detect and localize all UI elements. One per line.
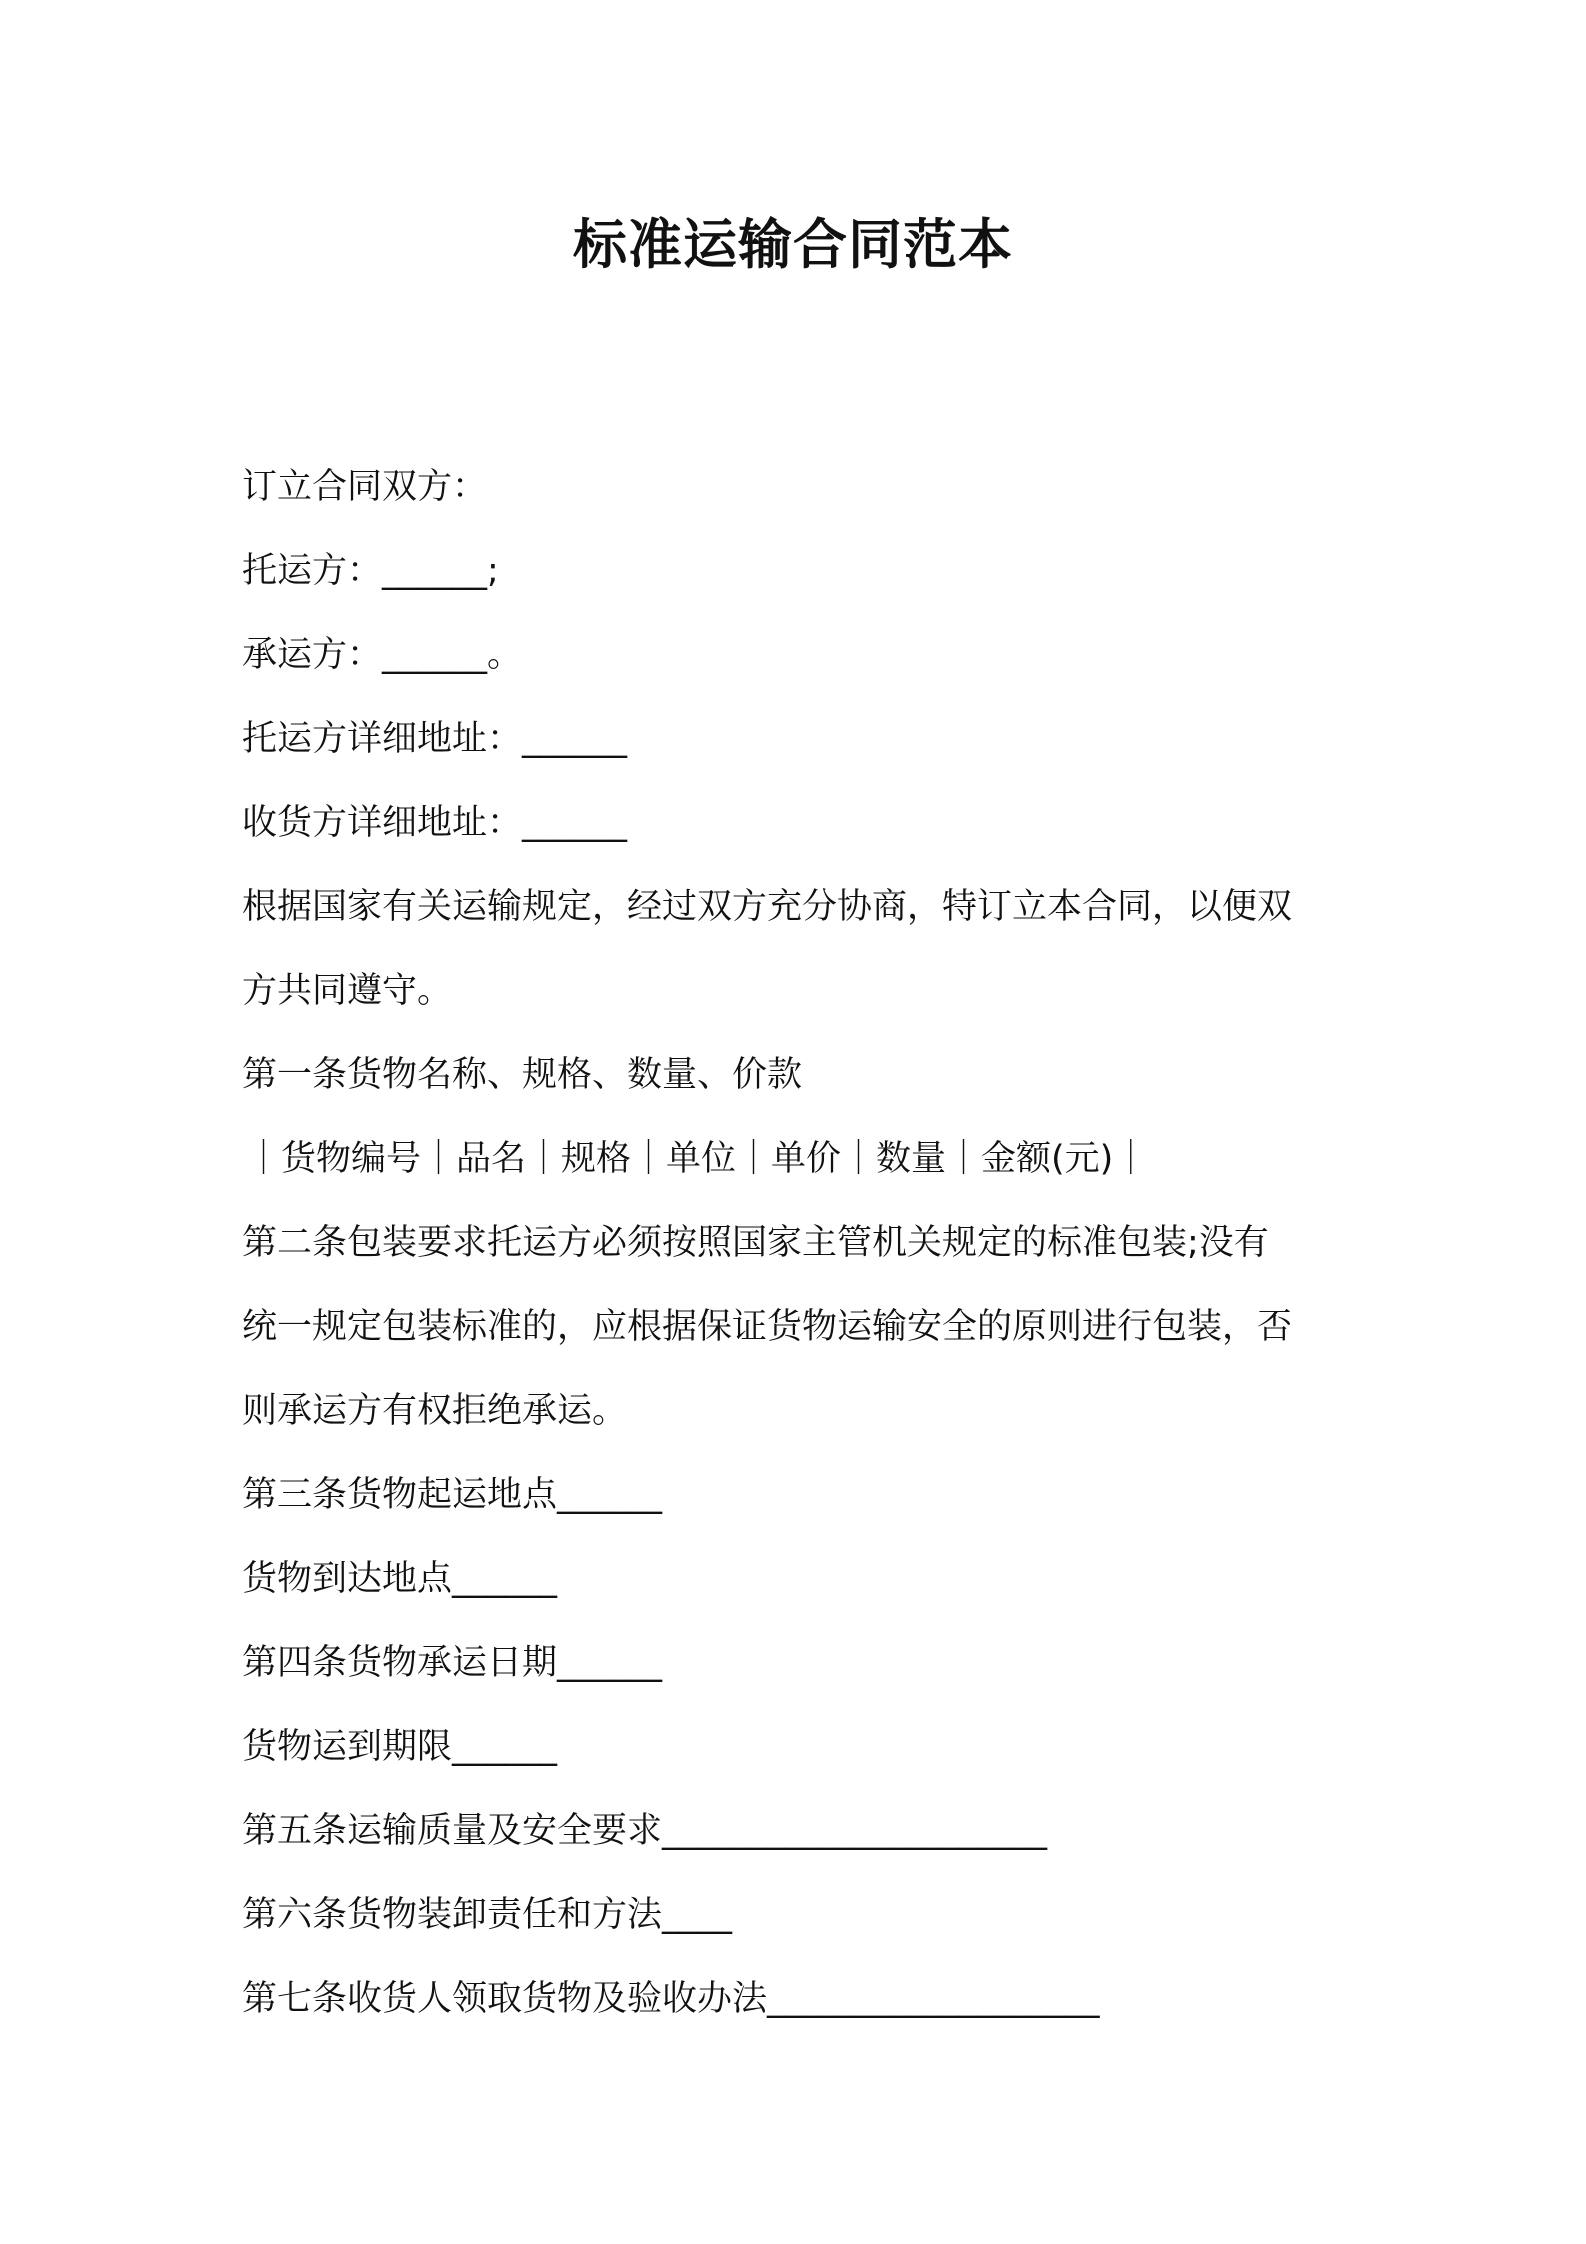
article-7-line: 第七条收货人领取货物及验收办法___________________ (242, 1979, 1100, 2019)
carrier-line: 承运方：______。 (242, 635, 523, 675)
article-3-origin-line: 第三条货物起运地点______ (242, 1475, 663, 1515)
article-2-line-1: 第二条包装要求托运方必须按照国家主管机关规定的标准包装;没有 (242, 1223, 1269, 1263)
shipper-address-line: 托运方详细地址：______ (242, 719, 628, 759)
goods-table-header: ｜货物编号｜品名｜规格｜单位｜单价｜数量｜金额(元)｜ (246, 1139, 1149, 1179)
consignee-address-line: 收货方详细地址：______ (242, 803, 628, 843)
preamble-line-2: 方共同遵守。 (242, 971, 453, 1011)
document-title: 标准运输合同范本 (573, 213, 1013, 276)
article-6-line: 第六条货物装卸责任和方法____ (242, 1895, 733, 1935)
preamble-line-1: 根据国家有关运输规定，经过双方充分协商，特订立本合同，以便双 (242, 887, 1293, 927)
shipper-line: 托运方：______; (242, 551, 499, 591)
document-body (242, 445, 1372, 2041)
article-2-line-3: 则承运方有权拒绝承运。 (242, 1391, 628, 1431)
article-1-heading: 第一条货物名称、规格、数量、价款 (242, 1055, 803, 1095)
article-4-deadline-line: 货物运到期限______ (242, 1727, 558, 1767)
article-4-date-line: 第四条货物承运日期______ (242, 1643, 663, 1683)
article-3-destination-line: 货物到达地点______ (242, 1559, 558, 1599)
article-5-line: 第五条运输质量及安全要求______________________ (242, 1811, 1048, 1851)
article-2-line-2: 统一规定包装标准的，应根据保证货物运输安全的原则进行包装，否 (242, 1307, 1293, 1347)
contract-parties-heading: 订立合同双方： (242, 467, 488, 507)
